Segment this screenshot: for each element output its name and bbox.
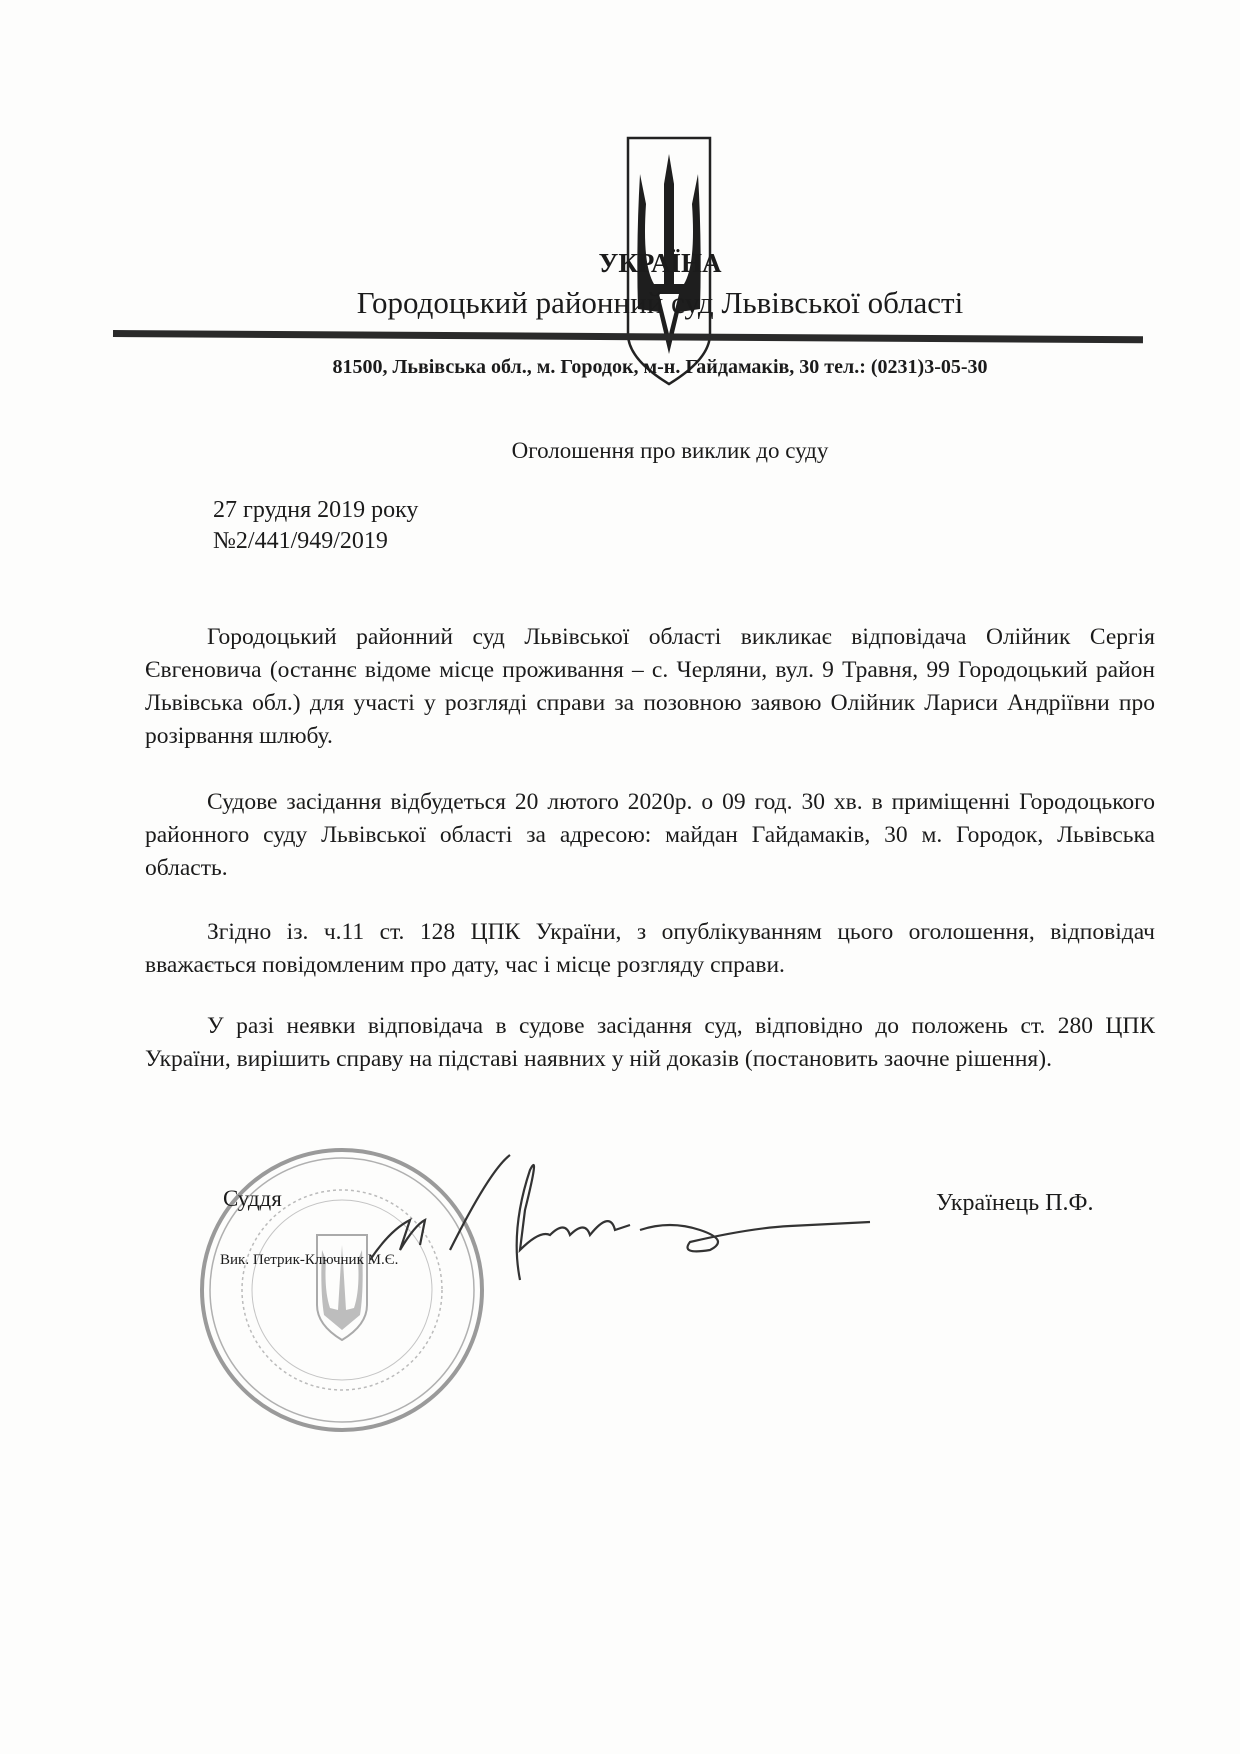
acting-judge-note: Вик. Петрик-Ключник М.Є. (220, 1252, 399, 1268)
case-number: №2/441/949/2019 (213, 528, 388, 554)
judge-name: Українець П.Ф. (936, 1190, 1094, 1216)
court-address: 81500, Львівська обл., м. Городок, м-н. Гайдамаків, 30 тел.: (0231)3-05-30 (332, 356, 988, 378)
court-name: Городоцький районний суд Львівської області (356, 285, 964, 320)
paragraph-summons: Городоцький районний суд Львівської області викликає відповідача Олійник Сергія Євгеновича (останнє відоме місце проживання – с. Черляни, вул. 9 Травня, 99 Городоцький район Львівська обл.) для участі у розгляді справи за позовною заявою Олійник Лариси Андріївни про розірвання шлюбу. (145, 624, 1155, 749)
handwritten-signature (370, 1150, 880, 1300)
judge-label: Суддя (223, 1186, 282, 1211)
document-heading: Оголошення про виклик до суду (511, 438, 829, 463)
paragraph-hearing: Судове засідання відбудеться 20 лютого 2020р. о 09 год. 30 хв. в приміщенні Городоцького районного суду Львівської області за адресою: майдан Гайдамаків, 30 м. Городок, Львівська область. (145, 789, 1155, 881)
paragraph-default: У разі неявки відповідача в судове засідання суд, відповідно до положень ст. 280 ЦПК України, вирішить справу на підставі наявних у ній доказів (постановить заочне рішення). (145, 1013, 1155, 1072)
document-date: 27 грудня 2019 року (213, 497, 419, 523)
paragraph-notice: Згідно із. ч.11 ст. 128 ЦПК України, з опублікуванням цього оголошення, відповідач вважається повідомленим про дату, час і місце розгляду справи. (145, 919, 1155, 978)
country-title: УКРАЇНА (598, 248, 722, 278)
